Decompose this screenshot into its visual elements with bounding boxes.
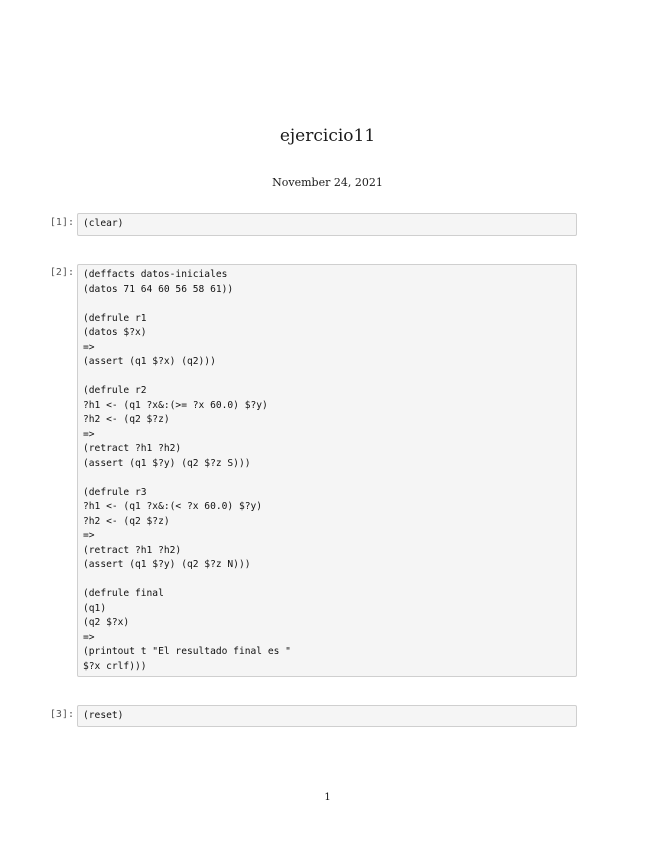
document-title: ejercicio11 <box>279 126 376 146</box>
code-input-box[interactable] <box>77 213 577 236</box>
code-input-box[interactable] <box>77 264 577 677</box>
document-date: November 24, 2021 <box>272 176 383 189</box>
code-text: (reset) <box>83 710 124 721</box>
cell-prompt: [1]: <box>49 217 74 228</box>
code-text: (deffacts datos-iniciales (datos 71 64 60 56 58 61)) (defrule r1 (datos $?x) => (assert (q1 $?x) (q2))) (defrule r2 ?h1 <- (q1 ?x&:(>= ?x 60.0) $?y) ?h2 <- (q2 $?z) => (retract ?h1 ?h2) (assert (q1 $?y) (q2 $?z S))) (defrule r3 ?h1 <- (q1 ?x&:(< ?x 60.0) $?y) ?h2 <- (q2 $?z) => (retract ?h1 ?h2) (assert (q1 $?y) (q2 $?z N))) (defrule final (q1) (q2 $?x) => (printout t "El resultado final es " $?x crlf))) <box>83 269 291 672</box>
page-number: 1 <box>324 792 331 803</box>
cell-prompt: [2]: <box>49 267 74 278</box>
code-text: (clear) <box>83 218 124 229</box>
cell-prompt: [3]: <box>49 709 74 720</box>
code-input-box[interactable] <box>77 705 577 727</box>
